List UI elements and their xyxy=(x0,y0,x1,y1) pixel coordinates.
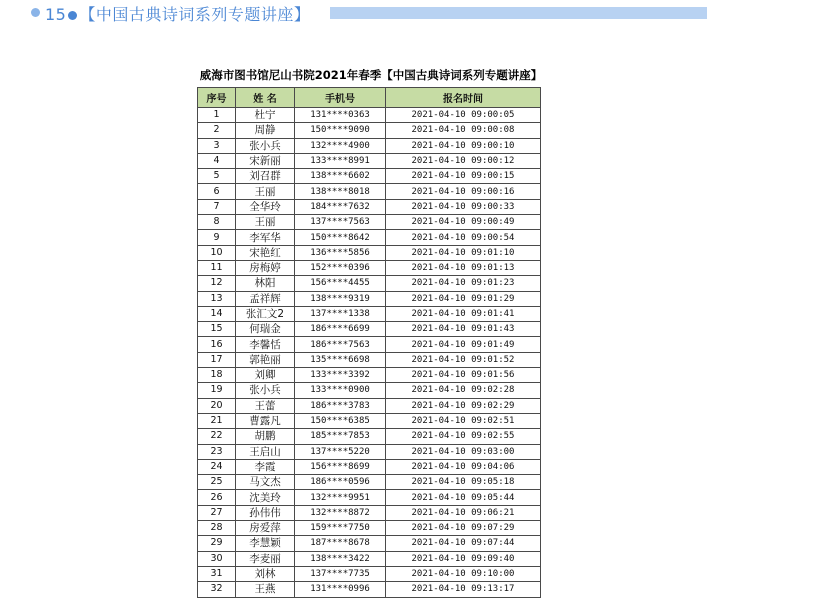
table-row xyxy=(198,260,541,275)
document-title: 威海市图书馆尼山书院2021年春季【中国古典诗词系列专题讲座】 xyxy=(199,68,543,82)
phone-number: 138****6602 xyxy=(295,169,386,184)
row-index: 3 xyxy=(198,138,236,153)
row-index: 28 xyxy=(198,521,236,536)
participant-name: 张小兵 xyxy=(236,383,295,398)
registration-time: 2021-04-10 09:07:29 xyxy=(386,521,541,536)
table-row xyxy=(198,383,541,398)
registration-time: 2021-04-10 09:00:05 xyxy=(386,108,541,123)
table-row xyxy=(198,429,541,444)
registration-time: 2021-04-10 09:02:28 xyxy=(386,383,541,398)
registration-table xyxy=(197,87,541,598)
phone-number: 150****6385 xyxy=(295,413,386,428)
row-index: 30 xyxy=(198,551,236,566)
phone-number: 138****9319 xyxy=(295,291,386,306)
row-index: 23 xyxy=(198,444,236,459)
table-row xyxy=(198,444,541,459)
registration-time: 2021-04-10 09:01:13 xyxy=(386,260,541,275)
registration-time: 2021-04-10 09:00:54 xyxy=(386,230,541,245)
bullet-dot-icon xyxy=(31,8,40,17)
participant-name: 张小兵 xyxy=(236,138,295,153)
phone-number: 186****0596 xyxy=(295,475,386,490)
phone-number: 137****5220 xyxy=(295,444,386,459)
phone-number: 131****0996 xyxy=(295,582,386,597)
phone-number: 137****7563 xyxy=(295,215,386,230)
table-row xyxy=(198,368,541,383)
table-row xyxy=(198,413,541,428)
registration-time: 2021-04-10 09:01:52 xyxy=(386,352,541,367)
participant-name: 全华玲 xyxy=(236,199,295,214)
registration-time: 2021-04-10 09:01:56 xyxy=(386,368,541,383)
participant-name: 王启山 xyxy=(236,444,295,459)
table-row xyxy=(198,566,541,581)
registration-time: 2021-04-10 09:04:06 xyxy=(386,459,541,474)
participant-name: 宋艳红 xyxy=(236,245,295,260)
phone-number: 132****4900 xyxy=(295,138,386,153)
table-row xyxy=(198,245,541,260)
phone-number: 185****7853 xyxy=(295,429,386,444)
registration-time: 2021-04-10 09:01:10 xyxy=(386,245,541,260)
phone-number: 150****9090 xyxy=(295,123,386,138)
phone-number: 150****8642 xyxy=(295,230,386,245)
participant-name: 孟祥辉 xyxy=(236,291,295,306)
row-index: 11 xyxy=(198,260,236,275)
bullet-dot-icon xyxy=(68,11,77,20)
registration-time: 2021-04-10 09:13:17 xyxy=(386,582,541,597)
participant-name: 李霞 xyxy=(236,459,295,474)
table-row xyxy=(198,536,541,551)
section-number: 15 xyxy=(45,5,67,24)
table-row xyxy=(198,505,541,520)
table-row xyxy=(198,475,541,490)
table-row xyxy=(198,230,541,245)
table-row xyxy=(198,337,541,352)
row-index: 31 xyxy=(198,566,236,581)
participant-name: 房爱萍 xyxy=(236,521,295,536)
phone-number: 132****9951 xyxy=(295,490,386,505)
phone-number: 133****3392 xyxy=(295,368,386,383)
row-index: 5 xyxy=(198,169,236,184)
table-row xyxy=(198,322,541,337)
participant-name: 王丽 xyxy=(236,215,295,230)
row-index: 8 xyxy=(198,215,236,230)
registration-time: 2021-04-10 09:00:08 xyxy=(386,123,541,138)
table-row xyxy=(198,398,541,413)
phone-number: 156****8699 xyxy=(295,459,386,474)
registration-time: 2021-04-10 09:10:00 xyxy=(386,566,541,581)
table-row xyxy=(198,521,541,536)
row-index: 32 xyxy=(198,582,236,597)
row-index: 17 xyxy=(198,352,236,367)
participant-name: 李麦丽 xyxy=(236,551,295,566)
registration-time: 2021-04-10 09:00:33 xyxy=(386,199,541,214)
row-index: 10 xyxy=(198,245,236,260)
row-index: 16 xyxy=(198,337,236,352)
column-header-phone: 手机号 xyxy=(295,88,386,108)
table-row xyxy=(198,199,541,214)
registration-time: 2021-04-10 09:09:40 xyxy=(386,551,541,566)
row-index: 12 xyxy=(198,276,236,291)
row-index: 24 xyxy=(198,459,236,474)
registration-time: 2021-04-10 09:01:43 xyxy=(386,322,541,337)
phone-number: 159****7750 xyxy=(295,521,386,536)
row-index: 1 xyxy=(198,108,236,123)
phone-number: 131****0363 xyxy=(295,108,386,123)
participant-name: 王燕 xyxy=(236,582,295,597)
table-row xyxy=(198,459,541,474)
row-index: 18 xyxy=(198,368,236,383)
registration-time: 2021-04-10 09:00:16 xyxy=(386,184,541,199)
phone-number: 186****7563 xyxy=(295,337,386,352)
row-index: 15 xyxy=(198,322,236,337)
table-row xyxy=(198,582,541,597)
registration-time: 2021-04-10 09:01:49 xyxy=(386,337,541,352)
participant-name: 何瑞金 xyxy=(236,322,295,337)
participant-name: 张汇文2 xyxy=(236,306,295,321)
phone-number: 133****0900 xyxy=(295,383,386,398)
participant-name: 马文杰 xyxy=(236,475,295,490)
table-row xyxy=(198,184,541,199)
header-decoration-bar xyxy=(330,7,707,19)
row-index: 27 xyxy=(198,505,236,520)
participant-name: 林阳 xyxy=(236,276,295,291)
phone-number: 138****8018 xyxy=(295,184,386,199)
phone-number: 186****6699 xyxy=(295,322,386,337)
participant-name: 孙伟伟 xyxy=(236,505,295,520)
table-row xyxy=(198,276,541,291)
registration-time: 2021-04-10 09:02:55 xyxy=(386,429,541,444)
table-row xyxy=(198,291,541,306)
participant-name: 李慧颖 xyxy=(236,536,295,551)
participant-name: 杜宁 xyxy=(236,108,295,123)
row-index: 7 xyxy=(198,199,236,214)
participant-name: 宋新丽 xyxy=(236,153,295,168)
registration-time: 2021-04-10 09:00:12 xyxy=(386,153,541,168)
row-index: 22 xyxy=(198,429,236,444)
row-index: 2 xyxy=(198,123,236,138)
participant-name: 刘召群 xyxy=(236,169,295,184)
phone-number: 186****3783 xyxy=(295,398,386,413)
participant-name: 房梅婷 xyxy=(236,260,295,275)
participant-name: 李馨恬 xyxy=(236,337,295,352)
column-header-index: 序号 xyxy=(198,88,236,108)
table-row xyxy=(198,108,541,123)
registration-time: 2021-04-10 09:00:10 xyxy=(386,138,541,153)
row-index: 13 xyxy=(198,291,236,306)
table-row xyxy=(198,551,541,566)
participant-name: 郭艳丽 xyxy=(236,352,295,367)
table-header-row xyxy=(198,88,541,108)
registration-time: 2021-04-10 09:03:00 xyxy=(386,444,541,459)
registration-time: 2021-04-10 09:00:49 xyxy=(386,215,541,230)
registration-time: 2021-04-10 09:06:21 xyxy=(386,505,541,520)
participant-name: 沈美玲 xyxy=(236,490,295,505)
table-row xyxy=(198,169,541,184)
phone-number: 152****0396 xyxy=(295,260,386,275)
section-title: 【中国古典诗词系列专题讲座】 xyxy=(79,5,311,24)
participant-name: 李军华 xyxy=(236,230,295,245)
phone-number: 138****3422 xyxy=(295,551,386,566)
section-header xyxy=(0,0,821,28)
phone-number: 187****8678 xyxy=(295,536,386,551)
phone-number: 135****6698 xyxy=(295,352,386,367)
row-index: 21 xyxy=(198,413,236,428)
registration-time: 2021-04-10 09:00:15 xyxy=(386,169,541,184)
registration-time: 2021-04-10 09:02:29 xyxy=(386,398,541,413)
row-index: 29 xyxy=(198,536,236,551)
row-index: 14 xyxy=(198,306,236,321)
registration-time: 2021-04-10 09:01:29 xyxy=(386,291,541,306)
phone-number: 132****8872 xyxy=(295,505,386,520)
registration-time: 2021-04-10 09:05:44 xyxy=(386,490,541,505)
registration-time: 2021-04-10 09:07:44 xyxy=(386,536,541,551)
table-row xyxy=(198,352,541,367)
participant-name: 刘卿 xyxy=(236,368,295,383)
row-index: 9 xyxy=(198,230,236,245)
row-index: 25 xyxy=(198,475,236,490)
phone-number: 133****8991 xyxy=(295,153,386,168)
phone-number: 184****7632 xyxy=(295,199,386,214)
table-row xyxy=(198,490,541,505)
section-heading xyxy=(45,2,310,25)
row-index: 26 xyxy=(198,490,236,505)
registration-time: 2021-04-10 09:01:23 xyxy=(386,276,541,291)
row-index: 20 xyxy=(198,398,236,413)
column-header-name: 姓 名 xyxy=(236,88,295,108)
participant-name: 周静 xyxy=(236,123,295,138)
phone-number: 137****1338 xyxy=(295,306,386,321)
participant-name: 王蕾 xyxy=(236,398,295,413)
participant-name: 曹露凡 xyxy=(236,413,295,428)
table-row xyxy=(198,306,541,321)
participant-name: 刘林 xyxy=(236,566,295,581)
participant-name: 王丽 xyxy=(236,184,295,199)
row-index: 6 xyxy=(198,184,236,199)
row-index: 19 xyxy=(198,383,236,398)
registration-time: 2021-04-10 09:05:18 xyxy=(386,475,541,490)
table-row xyxy=(198,138,541,153)
column-header-time: 报名时间 xyxy=(386,88,541,108)
participant-name: 胡鹏 xyxy=(236,429,295,444)
phone-number: 156****4455 xyxy=(295,276,386,291)
table-row xyxy=(198,153,541,168)
table-row xyxy=(198,215,541,230)
registration-time: 2021-04-10 09:01:41 xyxy=(386,306,541,321)
table-row xyxy=(198,123,541,138)
row-index: 4 xyxy=(198,153,236,168)
phone-number: 137****7735 xyxy=(295,566,386,581)
registration-time: 2021-04-10 09:02:51 xyxy=(386,413,541,428)
phone-number: 136****5856 xyxy=(295,245,386,260)
